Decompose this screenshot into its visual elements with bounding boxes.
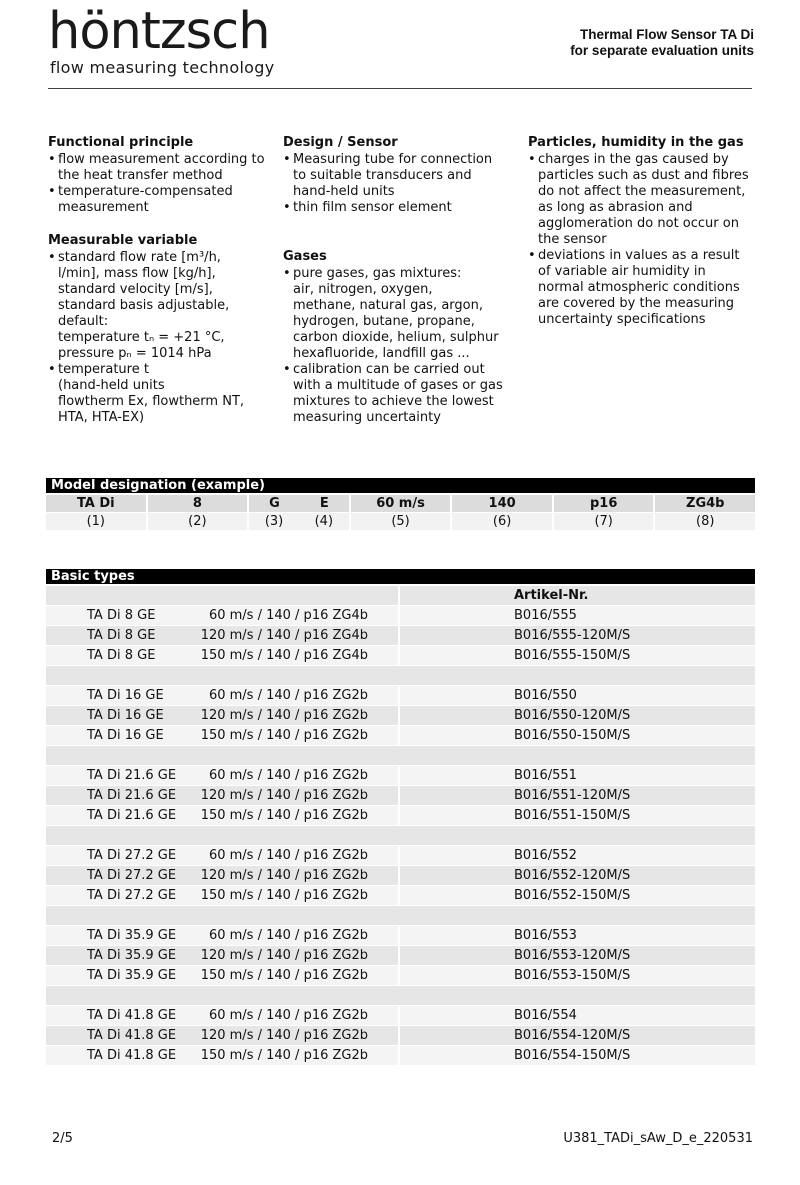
table-row [46,706,755,725]
column-right [528,135,758,328]
table-row [46,866,755,885]
article-number: B016/555-120M/S [400,626,755,645]
type-spec: 60 m/s / 140 / p16 ZG4b [208,608,368,623]
table-row [46,626,755,645]
model-part: 8 [148,495,248,512]
model-part: 140 [452,495,552,512]
table-row [46,686,755,705]
table-row [46,846,755,865]
table-row [46,1026,755,1045]
type-spec: 60 m/s / 140 / p16 ZG2b [208,928,368,943]
type-name: TA Di 16 GE [87,688,164,703]
type-name: TA Di 16 GE [87,708,164,723]
article-number: B016/554 [400,1006,755,1025]
list-item: • charges in the gas caused by particles such as dust and fibres do not affect the measurement, as long as abrasion and agglomeration do not occur on the sensor [528,152,758,248]
article-number: B016/555-150M/S [400,646,755,665]
column-middle [283,135,523,426]
table-row [46,806,755,825]
table-row [46,1046,755,1065]
article-number: B016/550-120M/S [400,706,755,725]
table-row [46,766,755,785]
article-number: B016/552-150M/S [400,886,755,905]
type-spec: 60 m/s / 140 / p16 ZG2b [208,1008,368,1023]
particles-heading: Particles, humidity in the gas [528,135,744,150]
model-index: (5) [351,513,451,530]
model-index: (2) [148,513,248,530]
type-name: TA Di 41.8 GE [87,1048,177,1063]
basic-types-title: Basic types [46,569,755,584]
basic-types-table [46,586,755,1066]
article-number: B016/553-150M/S [400,966,755,985]
type-name: TA Di 8 GE [87,628,156,643]
functional-principle-heading: Functional principle [48,135,194,150]
model-index: (4) [314,514,334,529]
model-part: TA Di [46,495,146,512]
list-item: • thin film sensor element [283,200,523,216]
type-spec: 150 m/s / 140 / p16 ZG2b [200,888,368,903]
article-number: B016/554-120M/S [400,1026,755,1045]
type-name: TA Di 21.6 GE [87,768,177,783]
type-spec: 150 m/s / 140 / p16 ZG2b [200,1048,368,1063]
model-index: (1) [46,513,146,530]
gases-heading: Gases [283,249,327,264]
table-row [46,946,755,965]
model-part: G [269,496,280,511]
model-part: E [319,496,329,511]
model-parts-row [46,495,755,512]
title-line-1: Thermal Flow Sensor TA Di [579,27,754,42]
model-part: ZG4b [655,495,755,512]
type-name: TA Di 8 GE [87,608,156,623]
design-sensor-list [283,152,523,216]
list-item: • temperature-compensated measurement [48,184,278,216]
page-number: 2/5 [52,1131,73,1146]
type-name: TA Di 35.9 GE [87,968,177,983]
type-name: TA Di 21.6 GE [87,808,177,823]
particles-list [528,152,758,328]
type-name: TA Di 35.9 GE [87,948,177,963]
type-spec: 60 m/s / 140 / p16 ZG2b [208,848,368,863]
model-part-pair [249,495,349,512]
type-name: TA Di 41.8 GE [87,1008,177,1023]
type-spec: 120 m/s / 140 / p16 ZG4b [200,628,368,643]
model-part: 60 m/s [351,495,451,512]
document-title [570,27,754,59]
type-spec: 150 m/s / 140 / p16 ZG4b [200,648,368,663]
title-line-2: for separate evaluation units [570,43,754,58]
article-number: B016/552-120M/S [400,866,755,885]
type-name: TA Di 8 GE [87,648,156,663]
type-spec: 120 m/s / 140 / p16 ZG2b [200,868,368,883]
list-item: • Measuring tube for connection to suitable transducers and hand-held units [283,152,523,200]
table-row [46,966,755,985]
brand-logo: höntzsch [48,2,270,61]
list-item: • temperature t (hand-held units flowtherm Ex, flowtherm NT, HTA, HTA-EX) [48,362,278,426]
list-item: • flow measurement according to the heat transfer method [48,152,278,184]
table-row [46,926,755,945]
type-spec: 150 m/s / 140 / p16 ZG2b [200,728,368,743]
type-spec: 60 m/s / 140 / p16 ZG2b [208,688,368,703]
type-spec: 60 m/s / 140 / p16 ZG2b [208,768,368,783]
article-number: B016/554-150M/S [400,1046,755,1065]
article-number: B016/550-150M/S [400,726,755,745]
table-header-row [46,586,755,605]
table-row [46,726,755,745]
type-spec: 150 m/s / 140 / p16 ZG2b [200,808,368,823]
group-separator [46,666,755,685]
table-row [46,1006,755,1025]
group-separator [46,986,755,1005]
type-name: TA Di 35.9 GE [87,928,177,943]
model-index: (7) [554,513,654,530]
type-spec: 120 m/s / 140 / p16 ZG2b [200,788,368,803]
table-row [46,646,755,665]
type-name: TA Di 27.2 GE [87,868,177,883]
type-spec: 120 m/s / 140 / p16 ZG2b [200,1028,368,1043]
column-left [48,135,278,426]
article-number: B016/550 [400,686,755,705]
type-spec: 150 m/s / 140 / p16 ZG2b [200,968,368,983]
type-name: TA Di 16 GE [87,728,164,743]
article-number-header: Artikel-Nr. [400,586,755,605]
type-name: TA Di 27.2 GE [87,848,177,863]
group-separator [46,746,755,765]
article-number: B016/555 [400,606,755,625]
measurable-variable-heading: Measurable variable [48,233,198,248]
model-part: p16 [554,495,654,512]
model-index: (8) [655,513,755,530]
list-item: • standard flow rate [m³/h, l/min], mass flow [kg/h], standard velocity [m/s], standard basis adjustable, default: temperature tₙ = +21 °C, pressure pₙ = 1014 hPa [48,250,278,362]
group-separator [46,906,755,925]
type-name: TA Di 27.2 GE [87,888,177,903]
group-separator [46,826,755,845]
model-index-row [46,513,755,530]
table-row [46,886,755,905]
article-number: B016/553-120M/S [400,946,755,965]
list-item: • pure gases, gas mixtures: air, nitrogen, oxygen, methane, natural gas, argon, hydrogen, butane, propane, carbon dioxide, helium, sulphur hexafluoride, landfill gas ... [283,266,523,362]
table-row [46,786,755,805]
document-id: U381_TADi_sAw_D_e_220531 [563,1131,753,1146]
header-divider [48,88,752,89]
article-number: B016/551 [400,766,755,785]
article-number: B016/551-150M/S [400,806,755,825]
type-spec: 120 m/s / 140 / p16 ZG2b [200,948,368,963]
type-spec: 120 m/s / 140 / p16 ZG2b [200,708,368,723]
brand-tagline: flow measuring technology [50,58,275,77]
table-row [46,606,755,625]
type-name: TA Di 41.8 GE [87,1028,177,1043]
design-sensor-heading: Design / Sensor [283,135,398,150]
functional-principle-list [48,152,278,216]
model-designation-title: Model designation (example) [46,478,755,493]
measurable-variable-list [48,250,278,426]
article-number: B016/552 [400,846,755,865]
model-index: (6) [452,513,552,530]
list-item: • calibration can be carried out with a multitude of gases or gas mixtures to achieve the lowest measuring uncertainty [283,362,523,426]
article-number: B016/553 [400,926,755,945]
model-index-pair [249,513,349,530]
model-index: (3) [264,514,284,529]
article-number: B016/551-120M/S [400,786,755,805]
list-item: • deviations in values as a result of variable air humidity in normal atmospheric conditions are covered by the measuring uncertainty specifications [528,248,758,328]
gases-list [283,266,523,426]
model-designation-table [46,495,755,531]
type-name: TA Di 21.6 GE [87,788,177,803]
